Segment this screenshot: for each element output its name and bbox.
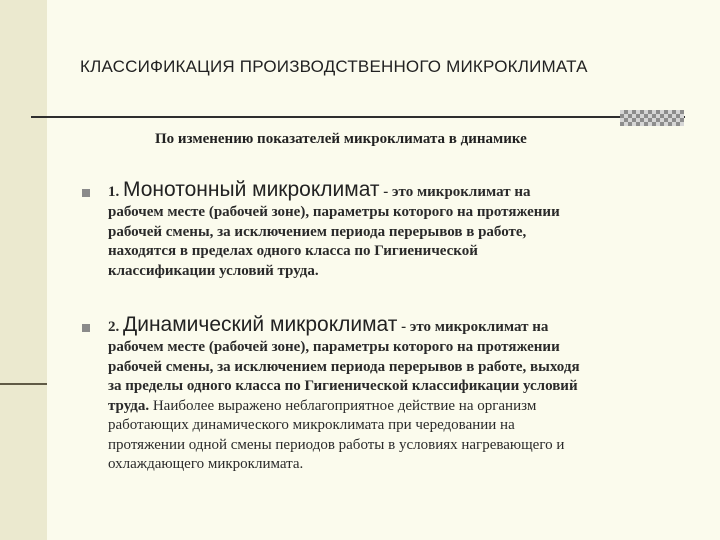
item-normal-fragment: Наиболее выражено неблагоприятное действие на организм bbox=[149, 397, 537, 414]
item-number: 2. bbox=[108, 319, 120, 335]
item-line: рабочей смены, за исключением периода перерывов в работе, bbox=[108, 223, 527, 240]
square-bullet-icon bbox=[82, 324, 90, 332]
left-decorative-band bbox=[0, 0, 47, 540]
item-term: Динамический микроклимат bbox=[123, 313, 398, 336]
item-definition-start: - это микроклимат на bbox=[379, 184, 531, 200]
item-line: за пределы одного класса по Гигиенической классификации условий bbox=[108, 378, 578, 394]
item-heading-line bbox=[108, 314, 688, 338]
item-line: находятся в пределах одного класса по Гигиенической bbox=[108, 243, 478, 259]
checkered-accent bbox=[620, 110, 684, 126]
title-divider bbox=[31, 116, 685, 118]
slide-subtitle: По изменению показателей микроклимата в динамике bbox=[155, 131, 527, 147]
item-line: протяжении одной смены периодов работы в условиях нагревающего и bbox=[108, 436, 565, 453]
item-term: Монотонный микроклимат bbox=[123, 178, 380, 201]
slide-title: КЛАССИФИКАЦИЯ ПРОИЗВОДСТВЕННОГО МИКРОКЛИМАТА bbox=[80, 57, 588, 76]
item-heading-line bbox=[108, 179, 688, 203]
item-line: рабочей смены, за исключением периода перерывов в работе, выходя bbox=[108, 358, 580, 375]
item-line: рабочем месте (рабочей зоне), параметры которого на протяжении bbox=[108, 339, 560, 355]
square-bullet-icon bbox=[82, 189, 90, 197]
item-line: рабочем месте (рабочей зоне), параметры которого на протяжении bbox=[108, 204, 560, 220]
left-band-divider bbox=[0, 383, 47, 385]
item-number: 1. bbox=[108, 184, 120, 200]
item-line-mixed bbox=[108, 397, 688, 417]
item-text bbox=[108, 314, 688, 475]
item-line: классификации условий труда. bbox=[108, 262, 319, 279]
item-line: работающих динамического микроклимата при чередовании на bbox=[108, 417, 515, 433]
item-text bbox=[108, 179, 688, 281]
item-definition-start: - это микроклимат на bbox=[397, 319, 549, 335]
item-bold-fragment: труда. bbox=[108, 397, 150, 414]
item-line: охлаждающего микроклимата. bbox=[108, 456, 304, 472]
